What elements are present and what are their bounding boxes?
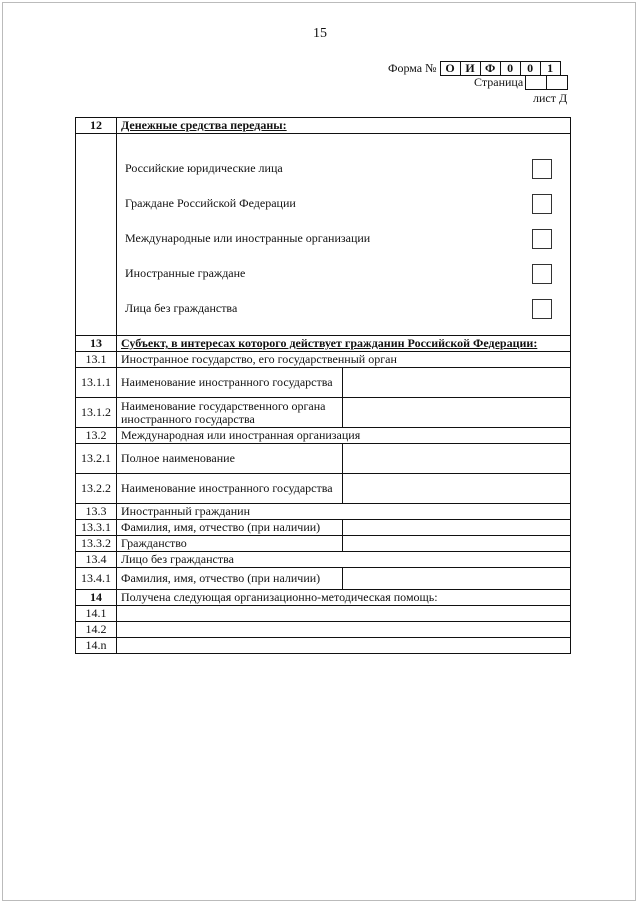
option-row — [121, 291, 566, 326]
form-label: Форма № — [388, 60, 437, 75]
value-field[interactable] — [343, 444, 571, 474]
row-number: 13.2.2 — [76, 474, 117, 504]
form-code-cell: И — [460, 61, 481, 76]
row-label: Гражданство — [117, 536, 343, 552]
row-label: Международная или иностранная организация — [117, 428, 571, 444]
row-label: Полное наименование — [117, 444, 343, 474]
row-label: Иностранный гражданин — [117, 504, 571, 520]
row-number: 13.4 — [76, 552, 117, 568]
page-label: Страница — [474, 75, 524, 89]
option-label: Международные или иностранные организации — [125, 231, 371, 245]
section-title: Субъект, в интересах которого действует гражданин Российской Федерации: — [121, 336, 538, 350]
option-row — [121, 256, 566, 291]
section-number: 12 — [76, 118, 117, 134]
row-number: 13.4.1 — [76, 568, 117, 590]
section-title: Денежные средства переданы: — [121, 118, 287, 132]
row-number: 14.2 — [76, 622, 117, 638]
form-code-cell: 1 — [540, 61, 561, 76]
form-code — [388, 60, 561, 76]
value-field[interactable] — [117, 638, 571, 654]
value-field[interactable] — [343, 474, 571, 504]
value-field[interactable] — [343, 368, 571, 398]
section-number-cell — [76, 134, 117, 336]
option-label: Граждане Российской Федерации — [125, 196, 296, 210]
page-number: 15 — [313, 26, 327, 41]
option-label: Иностранные граждане — [125, 266, 246, 280]
form-code-cell: О — [440, 61, 461, 76]
section-number: 14 — [76, 590, 117, 606]
row-number: 13.2.1 — [76, 444, 117, 474]
page-row — [474, 75, 568, 90]
row-number: 14.n — [76, 638, 117, 654]
row-number: 14.1 — [76, 606, 117, 622]
row-label: Наименование иностранного государства — [117, 368, 343, 398]
option-row — [121, 186, 566, 221]
checkbox[interactable] — [532, 194, 552, 214]
row-label: Фамилия, имя, отчество (при наличии) — [117, 520, 343, 536]
form-table — [75, 117, 571, 654]
checkbox[interactable] — [532, 299, 552, 319]
row-number: 13.1.1 — [76, 368, 117, 398]
option-row — [121, 221, 566, 256]
form-code-cell: 0 — [520, 61, 541, 76]
row-number: 13.1 — [76, 352, 117, 368]
value-field[interactable] — [343, 398, 571, 428]
row-label: Лицо без гражданства — [117, 552, 571, 568]
row-number: 13.1.2 — [76, 398, 117, 428]
checkbox[interactable] — [532, 159, 552, 179]
row-number: 13.3.2 — [76, 536, 117, 552]
value-field[interactable] — [117, 606, 571, 622]
sheet-label: лист Д — [533, 91, 568, 105]
form-code-cell: 0 — [500, 61, 521, 76]
value-field[interactable] — [343, 568, 571, 590]
row-label: Наименование иностранного государства — [117, 474, 343, 504]
row-number: 13.2 — [76, 428, 117, 444]
value-field[interactable] — [343, 520, 571, 536]
checkbox[interactable] — [532, 229, 552, 249]
page-cell[interactable] — [525, 75, 547, 90]
row-label: Наименование государственного органа иностранного государства — [117, 398, 343, 428]
option-label: Российские юридические лица — [125, 161, 283, 175]
page-cell[interactable] — [546, 75, 568, 90]
section-number: 13 — [76, 336, 117, 352]
row-label: Иностранное государство, его государственный орган — [117, 352, 571, 368]
checkbox[interactable] — [532, 264, 552, 284]
row-number: 13.3.1 — [76, 520, 117, 536]
value-field[interactable] — [343, 536, 571, 552]
option-row — [121, 151, 566, 186]
form-code-cell: Ф — [480, 61, 501, 76]
options-list — [117, 134, 571, 336]
row-label: Фамилия, имя, отчество (при наличии) — [117, 568, 343, 590]
value-field[interactable] — [117, 622, 571, 638]
option-label: Лица без гражданства — [125, 301, 238, 315]
section-title: Получена следующая организационно-методическая помощь: — [117, 590, 571, 606]
row-number: 13.3 — [76, 504, 117, 520]
